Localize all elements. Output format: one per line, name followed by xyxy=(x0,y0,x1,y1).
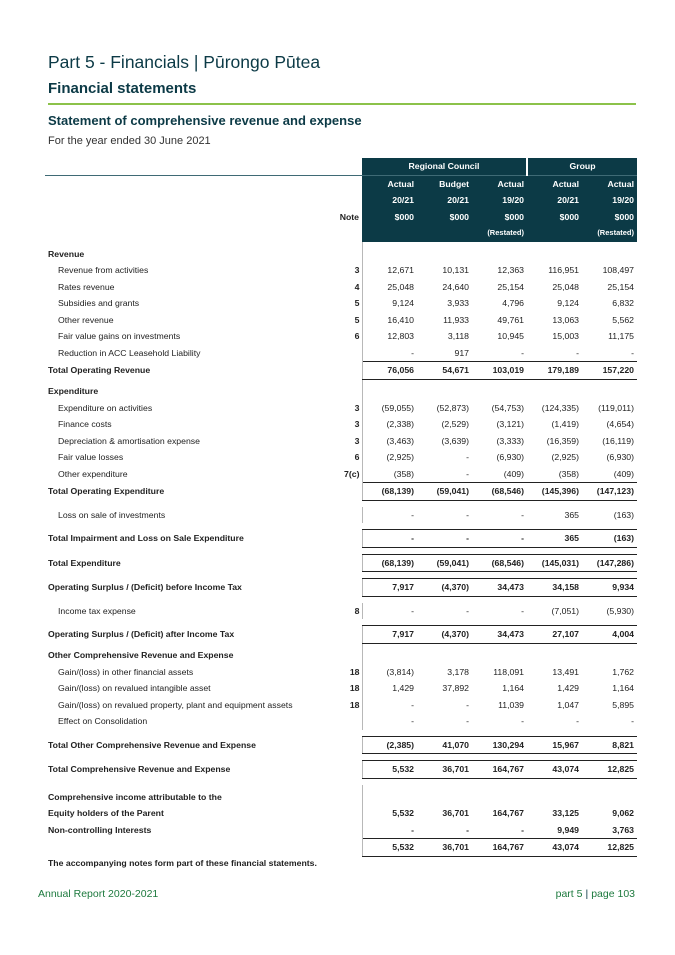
row-note xyxy=(325,345,362,362)
row-note: 3 xyxy=(354,402,360,413)
row-label: Comprehensive income attributable to the xyxy=(48,791,222,802)
row-value xyxy=(527,643,582,664)
row-value: 25,048 xyxy=(362,279,417,296)
row-label: Gain/(loss) in other financial assets xyxy=(58,666,194,677)
row-value: - xyxy=(362,713,417,730)
row-value: 365 xyxy=(527,530,582,548)
row-value: (54,753) xyxy=(491,402,524,413)
row-value xyxy=(472,785,527,806)
row-value: (119,011) xyxy=(598,402,634,413)
row-note xyxy=(325,362,362,380)
row-value: - xyxy=(466,605,469,616)
row-value: 13,491 xyxy=(552,666,579,677)
table-row xyxy=(45,242,637,263)
row-value: - xyxy=(466,716,469,726)
row-label: Expenditure on activities xyxy=(58,402,153,413)
table-row xyxy=(45,805,637,822)
row-value: - xyxy=(631,347,634,358)
row-value: 25,048 xyxy=(552,281,579,292)
row-label: Depreciation & amortisation expense xyxy=(58,435,200,446)
table-body xyxy=(45,242,637,857)
row-value: 108,497 xyxy=(602,265,634,275)
row-note xyxy=(325,242,362,263)
row-value xyxy=(472,643,527,664)
row-value: - xyxy=(466,824,469,835)
row-value: 36,701 xyxy=(417,761,472,779)
row-value: - xyxy=(472,530,527,548)
part-title: Part 5 - Financials | Pūrongo Pūtea xyxy=(48,52,321,72)
row-note: 5 xyxy=(354,298,360,308)
row-value: 25,154 xyxy=(607,281,634,292)
row-value: 9,124 xyxy=(362,295,417,312)
row-value: 12,363 xyxy=(497,265,524,275)
table-row xyxy=(45,362,637,380)
row-value: (163) xyxy=(582,530,637,548)
row-value: 76,056 xyxy=(362,362,417,380)
table-row xyxy=(45,697,637,714)
row-value: (4,370) xyxy=(417,579,472,597)
row-value: - xyxy=(466,452,469,462)
row-value xyxy=(417,643,472,664)
col-restated xyxy=(417,225,472,242)
row-value: (124,335) xyxy=(541,402,579,413)
row-value: 54,671 xyxy=(417,362,472,380)
row-label: Operating Surplus / (Deficit) before Income Tax xyxy=(48,582,242,592)
row-value: (147,286) xyxy=(582,554,637,572)
section-title: Financial statements xyxy=(48,80,197,97)
statement-period: For the year ended 30 June 2021 xyxy=(48,135,211,147)
row-value: - xyxy=(417,530,472,548)
table-row xyxy=(45,664,637,681)
row-value: (4,370) xyxy=(417,626,472,644)
row-value: 157,220 xyxy=(582,362,637,380)
table-row xyxy=(45,328,637,345)
row-value: (68,546) xyxy=(472,483,527,501)
row-value: 15,967 xyxy=(527,736,582,754)
row-label: Total Other Comprehensive Revenue and Expense xyxy=(48,739,256,750)
col-year: 19/20 xyxy=(582,192,637,209)
col-head: Actual xyxy=(472,175,527,192)
row-value: (409) xyxy=(503,468,524,479)
row-value: 103,019 xyxy=(472,362,527,380)
row-value xyxy=(362,242,417,263)
row-value: 164,767 xyxy=(472,839,527,857)
row-value: 9,934 xyxy=(582,579,637,597)
row-value: (2,925) xyxy=(551,452,579,462)
row-value: 11,933 xyxy=(443,314,469,325)
row-label: Total Comprehensive Revenue and Expense xyxy=(48,764,231,774)
row-value: 5,895 xyxy=(612,699,634,710)
row-value: 4,004 xyxy=(582,626,637,644)
row-value: - xyxy=(521,716,524,726)
row-value: 13,063 xyxy=(552,314,579,325)
row-value: (3,639) xyxy=(441,435,469,446)
table-row xyxy=(45,736,637,754)
col-restated xyxy=(527,225,582,242)
col-unit: $000 xyxy=(582,209,637,226)
row-value xyxy=(527,785,582,806)
row-label: Fair value losses xyxy=(58,452,124,462)
footer-separator: | xyxy=(585,888,589,900)
table-row xyxy=(45,643,637,664)
row-value: 3,118 xyxy=(447,331,469,341)
row-label: Other expenditure xyxy=(58,468,128,479)
row-note: 3 xyxy=(354,419,360,429)
row-note xyxy=(325,554,362,572)
row-value: 118,091 xyxy=(493,666,524,677)
row-label: Gain/(loss) on revalued intangible asset xyxy=(58,683,211,693)
row-value xyxy=(362,379,417,400)
row-value: 11,175 xyxy=(608,331,634,341)
row-value xyxy=(527,242,582,263)
row-value: 9,949 xyxy=(557,824,579,835)
table-row xyxy=(45,507,637,524)
row-value: - xyxy=(576,716,579,726)
row-value: (3,463) xyxy=(362,433,417,450)
financial-table xyxy=(45,158,637,857)
table-row xyxy=(45,449,637,466)
row-value: 1,429 xyxy=(557,683,579,693)
row-value: 36,701 xyxy=(417,839,472,857)
row-value: 365 xyxy=(564,509,579,520)
row-note: 6 xyxy=(354,331,360,341)
row-value: - xyxy=(466,509,469,520)
row-note xyxy=(325,579,362,597)
row-value: 16,410 xyxy=(362,312,417,329)
table-row xyxy=(45,839,637,857)
row-value: 12,825 xyxy=(582,761,637,779)
footer-report-title: Annual Report 2020-2021 xyxy=(38,888,159,900)
row-note xyxy=(325,713,362,730)
table-row xyxy=(45,466,637,483)
row-value: 9,124 xyxy=(557,298,579,308)
row-value: (3,814) xyxy=(362,664,417,681)
row-note xyxy=(325,643,362,664)
row-note: 7(c) xyxy=(344,468,360,479)
row-note xyxy=(325,805,362,822)
table-row xyxy=(45,312,637,329)
note-header: Note xyxy=(339,211,359,222)
row-value: 7,917 xyxy=(362,626,417,644)
row-label: Fair value gains on investments xyxy=(58,331,181,341)
col-unit: $000 xyxy=(417,209,472,226)
row-value: (358) xyxy=(362,466,417,483)
row-value: (16,359) xyxy=(546,435,579,446)
col-head: Actual xyxy=(362,175,417,192)
row-note: 5 xyxy=(354,314,360,325)
row-value: 43,074 xyxy=(527,761,582,779)
row-value: (2,529) xyxy=(441,419,469,429)
row-label: Expenditure xyxy=(48,386,99,396)
row-value: 5,532 xyxy=(362,805,417,822)
col-year: 20/21 xyxy=(527,192,582,209)
table-row xyxy=(45,262,637,279)
row-value: 33,125 xyxy=(552,808,579,818)
footer-page-number: page 103 xyxy=(591,888,635,900)
row-value: - xyxy=(362,345,417,362)
table-row xyxy=(45,379,637,400)
row-note: 8 xyxy=(354,605,360,616)
row-value xyxy=(417,379,472,400)
row-value: (52,873) xyxy=(436,402,469,413)
row-value: (7,051) xyxy=(551,605,579,616)
row-label xyxy=(45,839,325,857)
row-value: (6,930) xyxy=(496,452,524,462)
row-label: Total Expenditure xyxy=(48,557,121,568)
row-label: Rates revenue xyxy=(58,281,115,292)
row-value: - xyxy=(631,716,634,726)
table-row xyxy=(45,579,637,597)
row-value: 12,825 xyxy=(582,839,637,857)
row-value: 5,532 xyxy=(362,839,417,857)
row-value: 25,154 xyxy=(497,281,524,292)
col-restated: (Restated) xyxy=(582,225,637,242)
col-year: 20/21 xyxy=(362,192,417,209)
row-label: Revenue xyxy=(48,248,85,259)
row-value: 36,701 xyxy=(442,808,469,818)
row-note: 3 xyxy=(354,435,360,446)
row-value: (59,041) xyxy=(417,483,472,501)
row-label: Other Comprehensive Revenue and Expense xyxy=(48,650,234,660)
row-value: - xyxy=(466,699,469,710)
col-head: Actual xyxy=(582,175,637,192)
row-label: Gain/(loss) on revalued property, plant and equipment assets xyxy=(58,699,293,710)
row-value xyxy=(527,379,582,400)
row-value: 6,832 xyxy=(612,298,634,308)
row-label: Total Operating Expenditure xyxy=(48,486,165,496)
row-value: 7,917 xyxy=(362,579,417,597)
row-value xyxy=(472,242,527,263)
row-value xyxy=(362,643,417,664)
col-unit: $000 xyxy=(527,209,582,226)
col-head: Actual xyxy=(527,175,582,192)
row-value: - xyxy=(466,468,469,479)
row-value: (409) xyxy=(613,468,634,479)
row-note xyxy=(325,736,362,754)
row-value: 5,562 xyxy=(612,314,634,325)
table-row xyxy=(45,279,637,296)
row-value xyxy=(362,785,417,806)
row-value: - xyxy=(362,697,417,714)
row-label: Non-controlling Interests xyxy=(48,824,152,835)
table-row xyxy=(45,785,637,806)
table-row xyxy=(45,433,637,450)
row-value: - xyxy=(576,347,579,358)
row-value: 12,803 xyxy=(362,328,417,345)
row-value: 3,178 xyxy=(447,666,469,677)
row-value: 10,945 xyxy=(497,331,524,341)
row-value: (2,338) xyxy=(362,416,417,433)
footnote: The accompanying notes form part of these financial statements. xyxy=(48,858,317,868)
row-value: (68,139) xyxy=(362,483,417,501)
row-value: (3,333) xyxy=(496,435,524,446)
row-value xyxy=(472,379,527,400)
row-value: 1,047 xyxy=(557,699,579,710)
row-note: 4 xyxy=(354,281,360,292)
row-value: (2,385) xyxy=(362,736,417,754)
row-value: - xyxy=(521,605,524,616)
row-value: 37,892 xyxy=(442,683,469,693)
row-value: 164,767 xyxy=(472,761,527,779)
col-head: Budget xyxy=(417,175,472,192)
row-note xyxy=(325,483,362,501)
col-unit: $000 xyxy=(472,209,527,226)
row-value: (358) xyxy=(558,468,579,479)
row-value: (163) xyxy=(613,509,634,520)
row-note xyxy=(325,507,362,524)
row-label: Loss on sale of investments xyxy=(58,509,166,520)
row-value: 116,951 xyxy=(548,265,579,275)
row-value: 41,070 xyxy=(417,736,472,754)
col-unit: $000 xyxy=(362,209,417,226)
row-label: Operating Surplus / (Deficit) after Income Tax xyxy=(48,629,235,639)
row-label: Reduction in ACC Leasehold Liability xyxy=(58,347,201,358)
table-row xyxy=(45,530,637,548)
table-row xyxy=(45,713,637,730)
row-value: 10,131 xyxy=(442,265,469,275)
row-value: (147,123) xyxy=(582,483,637,501)
row-value: (59,055) xyxy=(362,400,417,417)
row-value: 4,796 xyxy=(502,298,524,308)
row-label: Revenue from activities xyxy=(58,265,149,275)
row-value: (3,121) xyxy=(496,419,524,429)
row-label: Total Impairment and Loss on Sale Expenditure xyxy=(48,533,244,543)
row-value: 9,062 xyxy=(612,808,634,818)
row-value: 34,473 xyxy=(472,579,527,597)
row-value: - xyxy=(521,509,524,520)
row-note xyxy=(325,761,362,779)
row-label: Other revenue xyxy=(58,314,114,325)
row-value: (145,396) xyxy=(527,483,582,501)
row-value: - xyxy=(362,530,417,548)
col-year: 19/20 xyxy=(472,192,527,209)
row-note xyxy=(325,822,362,839)
row-value: (68,139) xyxy=(362,554,417,572)
column-group-regional-council: Regional Council xyxy=(362,158,527,175)
row-value: 34,473 xyxy=(472,626,527,644)
row-value: 1,164 xyxy=(502,683,524,693)
row-value: 49,761 xyxy=(497,314,524,325)
row-label: Total Operating Revenue xyxy=(48,365,151,375)
table-row xyxy=(45,416,637,433)
row-label: Subsidies and grants xyxy=(58,298,140,308)
row-label: Effect on Consolidation xyxy=(58,716,148,726)
col-year: 20/21 xyxy=(417,192,472,209)
footer-part: part 5 xyxy=(555,888,583,900)
row-label: Equity holders of the Parent xyxy=(48,808,164,818)
row-value: 5,532 xyxy=(362,761,417,779)
row-value: 34,158 xyxy=(527,579,582,597)
row-value: 179,189 xyxy=(527,362,582,380)
row-note xyxy=(325,626,362,644)
col-restated: (Restated) xyxy=(472,225,527,242)
row-value: 8,821 xyxy=(582,736,637,754)
row-value: (5,930) xyxy=(606,605,634,616)
footer-page xyxy=(556,888,635,900)
row-value: (4,654) xyxy=(606,419,634,429)
row-value: - xyxy=(362,507,417,524)
row-value: - xyxy=(521,347,524,358)
row-value xyxy=(417,242,472,263)
row-value: 11,039 xyxy=(498,699,524,710)
row-value: 1,762 xyxy=(612,666,634,677)
row-note xyxy=(325,785,362,806)
table-row xyxy=(45,554,637,572)
row-value: 3,933 xyxy=(447,298,469,308)
table-row xyxy=(45,761,637,779)
row-value: 15,003 xyxy=(552,331,579,341)
row-value: (16,119) xyxy=(602,435,634,446)
row-value xyxy=(582,785,637,806)
row-note: 3 xyxy=(354,265,360,275)
table-row xyxy=(45,295,637,312)
row-value xyxy=(582,242,637,263)
row-note: 18 xyxy=(349,683,360,693)
table-row xyxy=(45,483,637,501)
row-value: (2,925) xyxy=(362,449,417,466)
row-note: 18 xyxy=(349,699,360,710)
row-value: (59,041) xyxy=(417,554,472,572)
statement-title: Statement of comprehensive revenue and expense xyxy=(48,113,362,128)
row-value xyxy=(417,785,472,806)
table-row xyxy=(45,626,637,644)
row-label: Finance costs xyxy=(58,419,112,429)
row-note xyxy=(325,530,362,548)
row-value: - xyxy=(362,822,417,839)
row-value: (1,419) xyxy=(551,419,579,429)
row-note: 18 xyxy=(349,666,360,677)
table-row xyxy=(45,400,637,417)
row-value: 164,767 xyxy=(492,808,524,818)
row-value: (68,546) xyxy=(472,554,527,572)
row-note xyxy=(325,379,362,400)
row-value: 24,640 xyxy=(442,281,469,292)
row-value: - xyxy=(521,824,524,835)
row-label: Income tax expense xyxy=(58,605,136,616)
row-value: 1,429 xyxy=(362,680,417,697)
row-value: (145,031) xyxy=(527,554,582,572)
row-note xyxy=(325,839,362,857)
row-value: 12,671 xyxy=(362,262,417,279)
row-note: 6 xyxy=(354,452,360,462)
row-value: 43,074 xyxy=(527,839,582,857)
table-row xyxy=(45,680,637,697)
row-value xyxy=(582,379,637,400)
header-rule xyxy=(48,103,636,105)
table-row xyxy=(45,822,637,839)
row-value: 130,294 xyxy=(472,736,527,754)
col-restated xyxy=(362,225,417,242)
row-value: 917 xyxy=(454,347,469,358)
table-row xyxy=(45,345,637,362)
row-value: (6,930) xyxy=(606,452,634,462)
row-value: 3,763 xyxy=(612,824,634,835)
row-value xyxy=(582,643,637,664)
row-value: - xyxy=(362,603,417,620)
row-value: 1,164 xyxy=(612,683,634,693)
row-value: 27,107 xyxy=(527,626,582,644)
table-row xyxy=(45,603,637,620)
column-group-group: Group xyxy=(527,158,637,175)
